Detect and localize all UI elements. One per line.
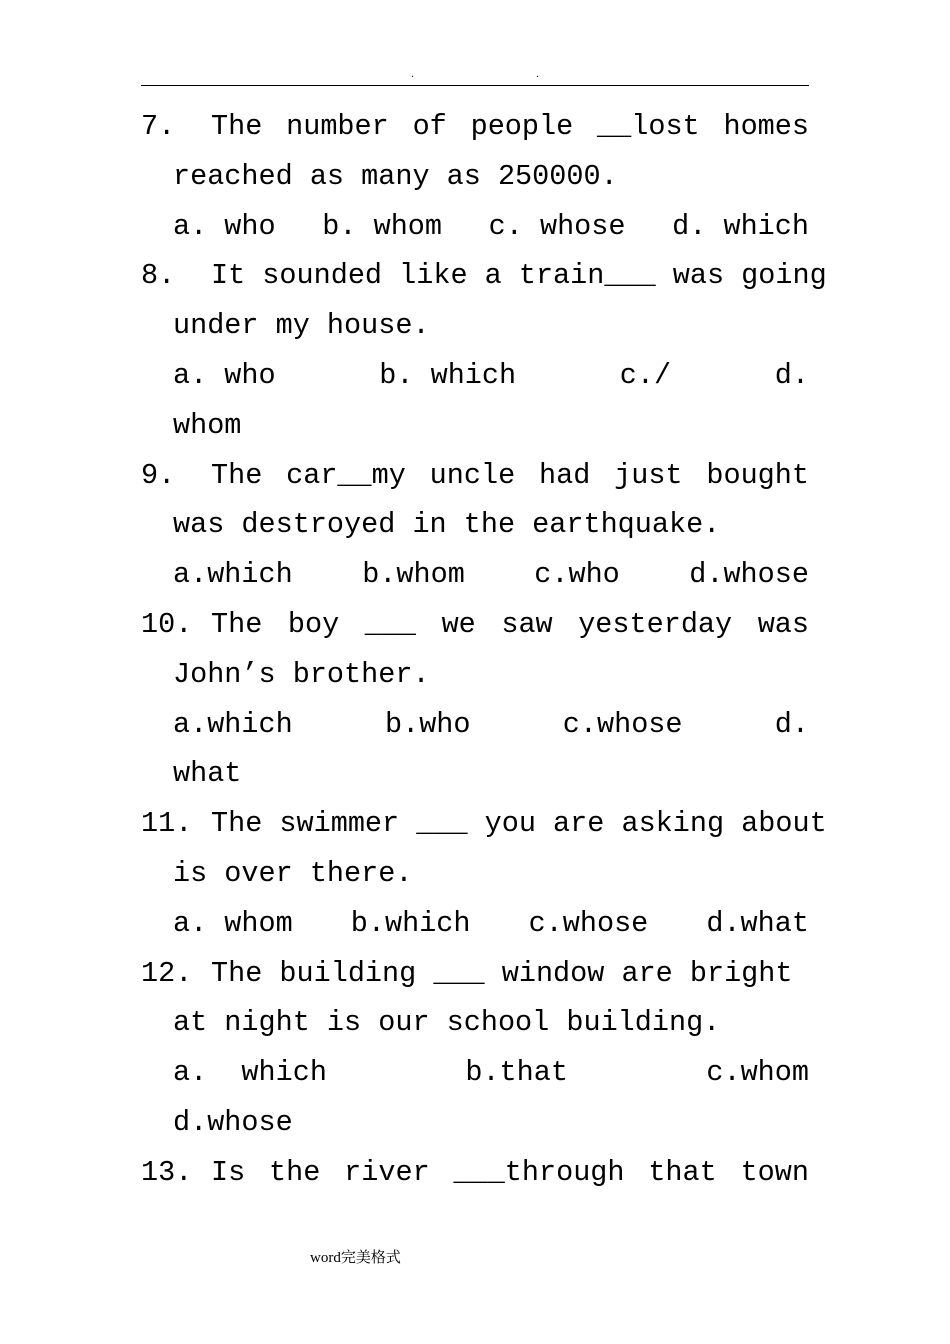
header-marks xyxy=(141,66,809,82)
stem-word: of xyxy=(412,110,447,143)
answer-option: b. which xyxy=(379,358,517,392)
question-number: 12. xyxy=(141,956,193,990)
stem-word: boy xyxy=(287,607,340,641)
answer-option: c./ xyxy=(619,358,672,392)
question-stem-continuation: is over there. xyxy=(173,856,413,890)
stem-word: we xyxy=(441,607,476,641)
answer-option: d.what xyxy=(706,906,809,940)
answer-option: b.which xyxy=(350,906,471,940)
answer-option: c.who xyxy=(534,558,620,592)
answer-options-line xyxy=(141,550,809,600)
stem-word: bought xyxy=(706,458,809,492)
question-number: 10. xyxy=(141,607,193,641)
question-stem-line xyxy=(141,600,809,650)
answer-option: b.who xyxy=(385,707,471,741)
question-stem-continuation: reached as many as 250000. xyxy=(173,159,618,193)
stem-word: yesterday xyxy=(578,607,733,641)
question-stem-text xyxy=(211,949,809,999)
header-rule xyxy=(141,85,809,86)
stem-word: saw xyxy=(501,607,553,641)
answer-option: d. xyxy=(774,707,809,741)
answer-option: a. which xyxy=(173,1056,327,1090)
answer-option: d.whose xyxy=(689,558,809,592)
question-stem-continuation: was destroyed in the earthquake. xyxy=(173,508,721,542)
stem-word: that xyxy=(648,1155,717,1189)
stem-word: town xyxy=(740,1155,809,1189)
stem-word: was xyxy=(757,607,809,641)
answer-option: whom xyxy=(173,408,242,442)
answer-options-line xyxy=(141,401,809,451)
answer-option: a. who xyxy=(173,209,276,243)
stem-word: __lost xyxy=(597,110,700,143)
answer-option: b. whom xyxy=(322,209,443,243)
answer-option: what xyxy=(173,757,242,791)
answer-option: a.which xyxy=(173,707,293,741)
stem-word: The xyxy=(211,110,263,143)
stem-word: ___through xyxy=(453,1155,625,1189)
question-stem-continuation: at night is our school building. xyxy=(173,1006,721,1040)
question-stem-text xyxy=(211,451,809,501)
stem-word: The xyxy=(211,607,263,641)
answer-option: c.whose xyxy=(562,707,683,741)
footer-text: word完美格式 xyxy=(310,1250,401,1266)
answer-options-line xyxy=(141,899,809,949)
stem-word: car__my xyxy=(286,458,406,492)
answer-options-line xyxy=(141,700,809,750)
answer-options-line xyxy=(141,202,809,252)
question-item xyxy=(141,251,827,450)
stem-word: river xyxy=(344,1155,430,1189)
question-number: 11. xyxy=(141,807,193,841)
answer-option: c.whose xyxy=(528,906,649,940)
stem-word: The swimmer ___ you are asking about xyxy=(211,807,827,841)
question-number: 7. xyxy=(141,110,176,143)
question-stem-continuation: under my house. xyxy=(173,309,430,343)
answer-option: c.whom xyxy=(706,1056,809,1090)
question-stem-continuation: John’s brother. xyxy=(173,657,430,691)
header-left-mark: . xyxy=(411,66,414,80)
question-item xyxy=(141,799,827,948)
question-item xyxy=(141,451,809,600)
stem-word: Is xyxy=(211,1155,246,1189)
answer-options-line xyxy=(141,749,809,799)
question-stem-text xyxy=(211,1148,809,1198)
stem-word: the xyxy=(269,1155,321,1189)
question-item xyxy=(141,600,809,799)
answer-options-line xyxy=(141,351,809,401)
answer-option: b.whom xyxy=(362,558,465,592)
question-stem-line xyxy=(141,949,809,999)
answer-options-line xyxy=(141,1098,809,1148)
answer-option: c. whose xyxy=(488,209,626,243)
question-number: 9. xyxy=(141,458,176,492)
stem-word: homes xyxy=(723,110,809,143)
question-stem-line xyxy=(141,799,827,849)
question-item xyxy=(141,102,809,251)
stem-word: people xyxy=(470,110,574,143)
stem-word: The building ___ window are bright xyxy=(211,956,793,990)
stem-word: number xyxy=(286,110,389,143)
question-stem-text xyxy=(211,102,809,152)
stem-word: just xyxy=(614,458,683,492)
answer-option: a.which xyxy=(173,558,293,592)
stem-word: The xyxy=(211,458,263,492)
answer-option: d. xyxy=(774,358,809,392)
stem-word: uncle xyxy=(429,458,516,492)
question-number: 8. xyxy=(141,259,176,293)
question-stem-text xyxy=(211,799,827,849)
question-stem-line xyxy=(141,102,809,152)
question-list xyxy=(141,102,827,1198)
answer-option: d.whose xyxy=(173,1105,293,1139)
header-right-mark: . xyxy=(536,66,539,80)
answer-option: a. who xyxy=(173,358,276,392)
question-stem-line xyxy=(141,1148,809,1198)
question-stem-text xyxy=(211,251,827,301)
answer-option: b.that xyxy=(465,1056,568,1090)
answer-options-line xyxy=(141,1048,809,1098)
question-item xyxy=(141,1148,809,1198)
question-stem-line xyxy=(141,451,809,501)
question-item xyxy=(141,949,809,1148)
answer-option: d. which xyxy=(672,209,809,243)
question-number: 13. xyxy=(141,1155,193,1189)
question-stem-text xyxy=(211,600,809,650)
question-stem-line xyxy=(141,251,827,301)
stem-word: had xyxy=(539,458,591,492)
stem-word: ___ xyxy=(364,607,417,641)
answer-option: a. whom xyxy=(173,906,293,940)
stem-word: It sounded like a train___ was going xyxy=(211,259,827,293)
